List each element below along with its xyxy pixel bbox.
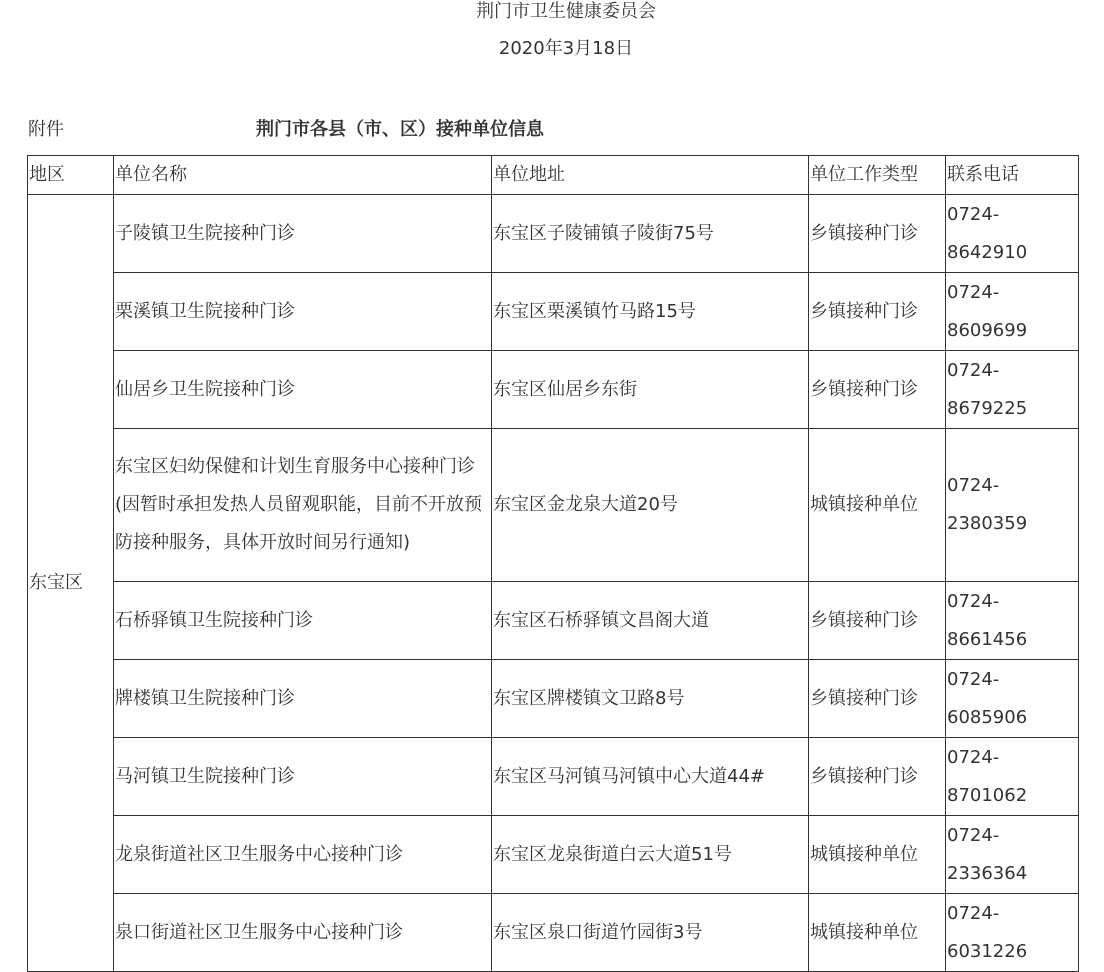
unit-address: 东宝区龙泉街道白云大道51号: [492, 816, 809, 894]
phone-number: 8679225: [947, 397, 1028, 419]
unit-phone: [946, 195, 1079, 273]
unit-type: 乡镇接种门诊: [809, 195, 946, 273]
unit-service-note: (因暂时承担发热人员留观职能，目前不开放预防接种服务，具体开放时间另行通知): [115, 494, 483, 553]
vaccination-units-table: [27, 155, 1079, 972]
unit-type: 城镇接种单位: [809, 429, 946, 582]
unit-name: 仙居乡卫生院接种门诊: [114, 351, 492, 429]
phone-number: 8701062: [947, 784, 1028, 806]
unit-type: 乡镇接种门诊: [809, 738, 946, 816]
unit-phone: [946, 894, 1079, 972]
table-row: [28, 894, 1079, 972]
unit-name: 马河镇卫生院接种门诊: [114, 738, 492, 816]
unit-address: 东宝区泉口街道竹园街3号: [492, 894, 809, 972]
unit-address: 东宝区栗溪镇竹马路15号: [492, 273, 809, 351]
column-header-unit-name: 单位名称: [114, 156, 492, 195]
column-header-phone: 联系电话: [946, 156, 1079, 195]
table-row: [28, 195, 1079, 273]
table-row: [28, 273, 1079, 351]
unit-address: 东宝区仙居乡东街: [492, 351, 809, 429]
unit-address: 东宝区牌楼镇文卫路8号: [492, 660, 809, 738]
issuing-organization: 荆门市卫生健康委员会: [476, 1, 656, 22]
phone-number: 2380359: [947, 513, 1028, 534]
unit-type: 乡镇接种门诊: [809, 351, 946, 429]
unit-phone: [946, 273, 1079, 351]
phone-area-code: 0724-: [947, 590, 1000, 612]
attachment-title: 荆门市各县（市、区）接种单位信息: [256, 119, 544, 140]
attachment-label: 附件: [28, 119, 64, 140]
unit-type: 乡镇接种门诊: [809, 273, 946, 351]
phone-number: 6085906: [947, 706, 1028, 728]
unit-phone: [946, 582, 1079, 660]
phone-area-code: 0724-: [947, 475, 1000, 496]
table-row: [28, 738, 1079, 816]
phone-area-code: 0724-: [947, 902, 1000, 924]
unit-type: 城镇接种单位: [809, 816, 946, 894]
table-row: [28, 351, 1079, 429]
phone-area-code: 0724-: [947, 668, 1000, 690]
table-row: [28, 582, 1079, 660]
unit-name-text: 东宝区妇幼保健和计划生育服务中心接种门诊: [115, 456, 475, 477]
table-row: [28, 429, 1079, 582]
phone-number: 8609699: [947, 319, 1028, 341]
unit-type: 城镇接种单位: [809, 894, 946, 972]
phone-area-code: 0724-: [947, 281, 1000, 303]
unit-name: 石桥驿镇卫生院接种门诊: [114, 582, 492, 660]
table-row: [28, 660, 1079, 738]
unit-type: 乡镇接种门诊: [809, 660, 946, 738]
column-header-region: 地区: [28, 156, 114, 195]
table-header-row: [28, 156, 1079, 195]
phone-number: 8661456: [947, 628, 1028, 650]
column-header-type: 单位工作类型: [809, 156, 946, 195]
column-header-address: 单位地址: [492, 156, 809, 195]
unit-name: [114, 429, 492, 582]
attachment-header: [28, 117, 1078, 143]
unit-phone: [946, 816, 1079, 894]
unit-address: 东宝区马河镇马河镇中心大道44#: [492, 738, 809, 816]
phone-area-code: 0724-: [947, 359, 1000, 381]
unit-address: 东宝区石桥驿镇文昌阁大道: [492, 582, 809, 660]
unit-name: 栗溪镇卫生院接种门诊: [114, 273, 492, 351]
unit-phone: [946, 429, 1079, 582]
unit-type: 乡镇接种门诊: [809, 582, 946, 660]
publication-date: 2020年3月18日: [498, 38, 634, 59]
phone-number: 6031226: [947, 940, 1028, 962]
phone-area-code: 0724-: [947, 203, 1000, 225]
region-cell: 东宝区: [28, 195, 114, 972]
phone-area-code: 0724-: [947, 746, 1000, 768]
unit-name: 泉口街道社区卫生服务中心接种门诊: [114, 894, 492, 972]
unit-name: 子陵镇卫生院接种门诊: [114, 195, 492, 273]
unit-phone: [946, 660, 1079, 738]
phone-number: 2336364: [947, 862, 1028, 884]
unit-address: 东宝区金龙泉大道20号: [492, 429, 809, 582]
unit-name: 牌楼镇卫生院接种门诊: [114, 660, 492, 738]
unit-address: 东宝区子陵铺镇子陵街75号: [492, 195, 809, 273]
table-row: [28, 816, 1079, 894]
phone-number: 8642910: [947, 241, 1028, 263]
phone-area-code: 0724-: [947, 824, 1000, 846]
unit-phone: [946, 351, 1079, 429]
unit-phone: [946, 738, 1079, 816]
unit-name: 龙泉街道社区卫生服务中心接种门诊: [114, 816, 492, 894]
